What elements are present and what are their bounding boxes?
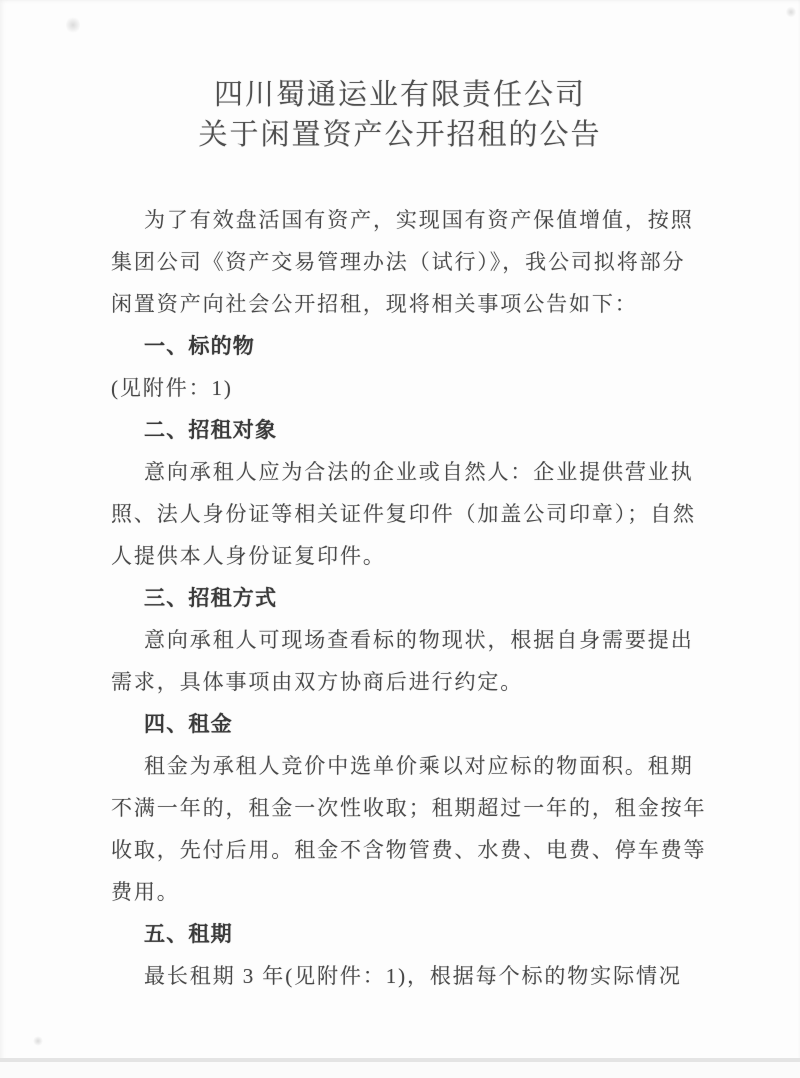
document-body: [111, 199, 707, 997]
section-heading-5: 五、租期: [144, 922, 233, 946]
scan-artifact: [66, 16, 80, 34]
text-line: 意向承租人可现场查看标的物现状，根据自身需要提出: [144, 628, 694, 652]
document-title: [0, 75, 800, 155]
section-heading-2: 二、招租对象: [144, 418, 278, 442]
text-line: 需求，具体事项由双方协商后进行约定。: [111, 670, 524, 694]
text-line: 费用。: [111, 880, 180, 904]
text-line: 意向承租人应为合法的企业或自然人：企业提供营业执: [144, 460, 694, 484]
text-line: 收取，先付后用。租金不含物管费、水费、电费、停车费等: [111, 838, 707, 862]
attachment-reference: (见附件：1): [111, 376, 233, 400]
text-line: 闲置资产向社会公开招租，现将相关事项公告如下：: [111, 292, 638, 316]
section-heading-1: 一、标的物: [144, 334, 255, 358]
text-line: 为了有效盘活国有资产，实现国有资产保值增值，按照: [144, 208, 694, 232]
text-line: 人提供本人身份证复印件。: [111, 544, 386, 568]
text-line: 最长租期 3 年(见附件：1)，根据每个标的物实际情况: [144, 964, 682, 988]
scanner-background-strip: [0, 1062, 800, 1078]
scan-artifact: [786, 6, 796, 18]
text-line: 照、法人身份证等相关证件复印件（加盖公司印章）；自然: [111, 502, 696, 526]
text-line: 租金为承租人竞价中选单价乘以对应标的物面积。租期: [144, 754, 694, 778]
document-title-line-1: 四川蜀通运业有限责任公司: [213, 79, 586, 111]
text-line: 集团公司《资产交易管理办法（试行）》，我公司拟将部分: [111, 250, 686, 274]
text-line: 不满一年的，租金一次性收取；租期超过一年的，租金按年: [111, 796, 707, 820]
document-title-line-2: 关于闲置资产公开招租的公告: [198, 119, 602, 151]
scan-artifact: [33, 1036, 43, 1046]
section-heading-3: 三、招租方式: [144, 586, 278, 610]
section-heading-4: 四、租金: [144, 712, 233, 736]
